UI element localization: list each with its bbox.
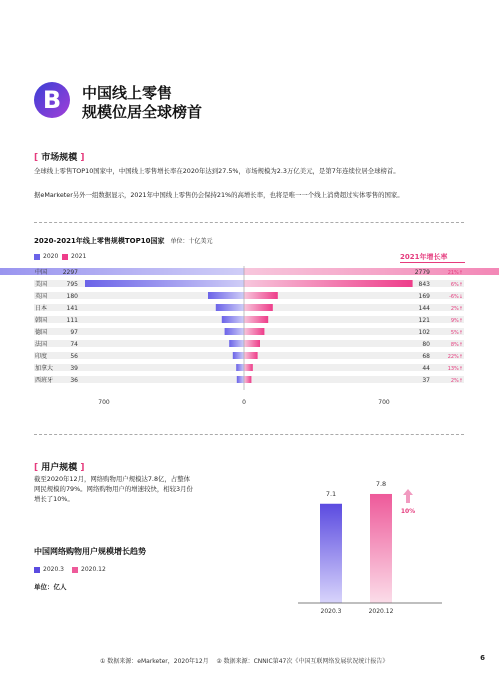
user-bar [370, 494, 392, 603]
category-label: 印度 [35, 353, 48, 360]
footer-notes: ① 数据来源：eMarketer，2020年12月 ② 数据来源：CNNIC第47次《中国互联网络发展状况统计报告》 [100, 658, 389, 665]
bar-2020 [237, 376, 244, 383]
growth-rate: 22%↑ [447, 354, 463, 360]
bar-value-label: 7.1 [325, 489, 337, 498]
value-2021: 68 [422, 353, 430, 360]
growth-rate: 5%↑ [450, 330, 463, 336]
growth-header: 2021年增长率 [400, 253, 448, 261]
bar-2021 [244, 280, 413, 287]
bar-2021 [244, 340, 260, 347]
growth-rate: 9%↑ [450, 318, 463, 324]
growth-rate: 21%↑ [447, 270, 463, 276]
growth-rate: 2%↑ [450, 378, 463, 384]
category-label: 美国 [35, 281, 48, 288]
page-title [82, 84, 202, 122]
section-user-title: [ 用户规模 ] [34, 463, 85, 473]
bar-2020 [229, 340, 244, 347]
legend-2020-12: 2020.12 [72, 566, 106, 573]
bar-2020 [236, 364, 244, 371]
value-2020: 111 [66, 317, 78, 324]
value-2021: 843 [418, 281, 430, 288]
divider [34, 222, 464, 223]
bar-category-label: 2020.12 [368, 608, 394, 615]
bar-2021 [244, 292, 278, 299]
bar-2021 [244, 328, 264, 335]
chart1-svg [0, 264, 499, 414]
value-2021: 144 [418, 305, 430, 312]
page-number: 6 [480, 654, 485, 662]
legend-2020: 2020 [34, 253, 58, 260]
bar-2020 [225, 328, 244, 335]
value-2020: 74 [70, 341, 78, 348]
value-2020: 2297 [62, 269, 78, 276]
value-2021: 2779 [414, 269, 430, 276]
growth-rate: 13%↑ [447, 366, 463, 372]
growth-rate: 8%↑ [450, 342, 463, 348]
title-line-2: 规模位居全球榜首 [82, 103, 203, 121]
value-2020: 36 [70, 377, 78, 384]
bar-2020 [208, 292, 244, 299]
value-2020: 180 [66, 293, 78, 300]
value-2021: 37 [422, 377, 430, 384]
growth-rate: 2%↑ [450, 306, 463, 312]
bar-2020 [216, 304, 244, 311]
growth-rate: 6%↑ [450, 282, 463, 288]
chart2-svg [290, 455, 450, 625]
bar-2020 [233, 352, 244, 359]
title-line-1: 中国线上零售 [82, 84, 173, 102]
value-2020: 39 [70, 365, 78, 372]
user-bar [320, 504, 342, 603]
category-label: 德国 [35, 329, 48, 336]
market-para-1: 全球线上零售TOP10国家中，中国线上零售增长率在2020年达到27.5%，市场规模为2.3万亿美元，是第7年连续位居全球榜首。 [34, 167, 400, 175]
user-para: 截至2020年12月，网络购物用户规模达7.8亿，占整体网民规模的79%。网络购物用户的增速较快，相较3月份增长了10%。 [34, 475, 193, 503]
section-badge: B [34, 82, 70, 118]
legend-2021: 2021 [62, 253, 86, 260]
value-2021: 80 [422, 341, 430, 348]
bar-2021 [244, 304, 273, 311]
growth-label: 10% [400, 508, 416, 515]
value-2021: 44 [422, 365, 430, 372]
growth-rate: -6%↓ [449, 294, 463, 300]
category-label: 韩国 [35, 317, 48, 324]
value-2020: 795 [66, 281, 78, 288]
bar-2021 [244, 352, 258, 359]
bar-2020 [85, 280, 244, 287]
value-2021: 169 [418, 293, 430, 300]
category-label: 英国 [35, 293, 48, 300]
growth-header-rule [400, 262, 465, 263]
up-arrow-icon [403, 489, 413, 503]
x-tick-label: 700 [378, 399, 390, 406]
bar-value-label: 7.8 [375, 479, 387, 488]
chart2-title: 中国网络购物用户规模增长趋势 [34, 547, 146, 556]
value-2020: 97 [70, 329, 78, 336]
x-tick-label: 0 [242, 399, 246, 406]
section-market-title: [ 市场规模 ] [34, 153, 85, 163]
x-tick-label: 700 [98, 399, 110, 406]
bar-2021 [244, 364, 253, 371]
bar-2021 [244, 316, 268, 323]
category-label: 西班牙 [35, 377, 54, 384]
bar-2021 [244, 376, 251, 383]
divider [34, 434, 464, 435]
chart2-unit: 单位：亿人 [34, 583, 67, 591]
bar-category-label: 2020.3 [320, 608, 342, 615]
value-2020: 56 [70, 353, 78, 360]
value-2021: 102 [418, 329, 430, 336]
chart1-title: 2020-2021年线上零售规模TOP10国家 单位：十亿美元 [34, 237, 213, 245]
category-label: 法国 [35, 341, 48, 348]
category-label: 日本 [35, 305, 48, 312]
value-2020: 141 [66, 305, 78, 312]
bar-2020 [222, 316, 244, 323]
value-2021: 121 [418, 317, 430, 324]
category-label: 中国 [35, 269, 48, 276]
category-label: 加拿大 [35, 365, 54, 372]
market-para-2: 据eMarketer另外一组数据显示，2021年中国线上零售仍会保持21%的高增长率，也将是唯一一个线上消费超过实体零售的国家。 [34, 191, 404, 199]
legend-2020-3: 2020.3 [34, 566, 64, 573]
